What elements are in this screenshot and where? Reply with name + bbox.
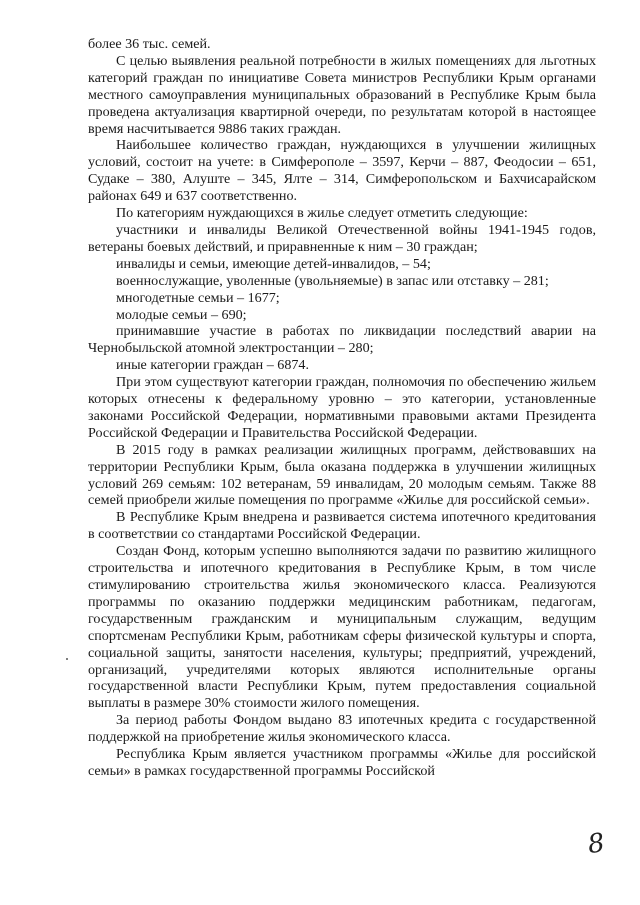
paragraph-program: Республика Крым является участником программы «Жилье для российской семьи» в рамках государственной программы Российской [88, 746, 596, 779]
paragraph-fund: Создан Фонд, которым успешно выполняются задачи по развитию жилищного строительства и ипотечного кредитования в Республике Крым, в том числе стимулированию строительства жилья экономического класса. Реализуются программы по оказанию поддержки медицинским работникам, педагогам, государственным гражданским и муниципальным служащим, ведущим спортсменам Республики Крым, работникам сферы физической культуры и спорта, социальной защиты, занятости населения, культуры; предприятий, учреждений, организаций, учредителями которых являются исполнительные органы государственной власти Республики Крым, путем предоставления социальной выплаты в размере 30% стоимости жилого помещения. [88, 543, 596, 712]
list-item: иные категории граждан – 6874. [116, 357, 309, 374]
list-item: принимавшие участие в работах по ликвидации последствий аварии на Чернобыльской атомной электростанции – 280; [88, 323, 596, 357]
list-item: многодетные семьи – 1677; [116, 289, 280, 306]
list-item: молодые семьи – 690; [116, 306, 247, 323]
paragraph-continuation: более 36 тыс. семей. [88, 36, 211, 52]
paragraph-queue-update: С целью выявления реальной потребности в жилых помещениях для льготных категорий граждан по инициативе Совета министров Республики Крым органами местного самоуправления муниципальных образований в Республике Крым была проведена актуализация квартирной очереди, по результатам которой в настоящее время насчитывается 9886 таких граждан. [88, 52, 596, 137]
paragraph-categories-intro: По категориям нуждающихся в жилье следует отметить следующие: [116, 205, 528, 222]
list-item: участники и инвалиды Великой Отечественной войны 1941-1945 годов, ветераны боевых действий, и приравненные к ним – 30 граждан; [88, 221, 596, 255]
page-number: 8 [585, 827, 607, 861]
paragraph-cities: Наибольшее количество граждан, нуждающихся в улучшении жилищных условий, состоит на учете: в Симферополе – 3597, Керчи – 887, Феодосии – 651, Судаке – 380, Алуште – 345, Ялте – 314, Симферопольском и Бахчисарайском районах 649 и 637 соответственно. [88, 137, 596, 205]
paragraph-2015: В 2015 году в рамках реализации жилищных программ, действовавших на территории Республики Крым, была оказана поддержка в улучшении жилищных условий 269 семьям: 102 ветеранам, 59 инвалидам, 20 молодым семьям. Также 88 семей приобрели жилые помещения по программе «Жилье для российской семьи». [88, 441, 596, 509]
list-item: инвалиды и семьи, имеющие детей-инвалидов, – 54; [116, 255, 431, 272]
paragraph-loans: За период работы Фондом выдано 83 ипотечных кредита с государственной поддержкой на приобретение жилья экономического класса. [88, 712, 596, 746]
list-item: военнослужащие, уволенные (увольняемые) в запас или отставку – 281; [116, 272, 549, 289]
paragraph-mortgage: В Республике Крым внедрена и развивается система ипотечного кредитования в соответствии со стандартами Российской Федерации. [88, 509, 596, 543]
paragraph-federal: При этом существуют категории граждан, полномочия по обеспечению жильем которых отнесены к федеральному уровню – это категории, установленные законами Российской Федерации, нормативными правовыми актами Президента Российской Федерации и Правительства Российской Федерации. [88, 374, 596, 441]
scan-speck [66, 658, 68, 660]
